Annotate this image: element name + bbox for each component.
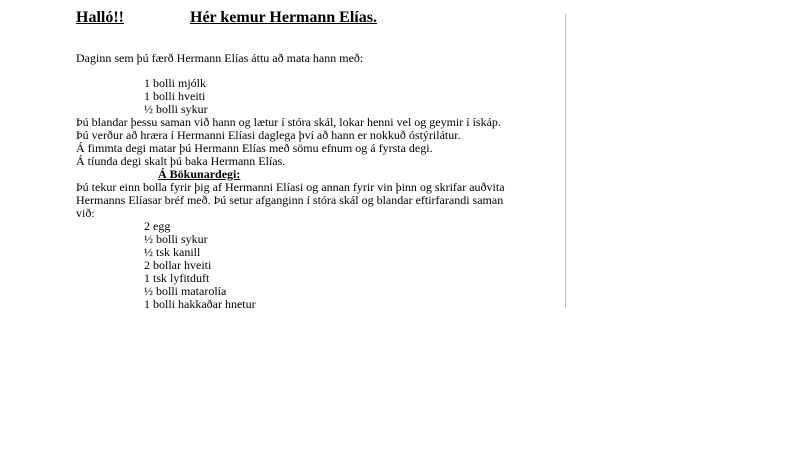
instruction-line: Á fimmta degi matar þú Hermann Elías með sömu efnum og á fyrsta degi. (76, 141, 433, 155)
feed-list-item: 1 bolli mjólk (144, 76, 207, 90)
baking-list-item: 1 tsk lyfitduft (144, 271, 210, 285)
baking-list-item: 2 egg (144, 219, 171, 233)
baking-text-line: við: (76, 206, 95, 220)
feed-list-item: ½ bolli sykur (144, 102, 208, 116)
baking-list-item: ½ bolli matarolía (144, 284, 227, 298)
baking-text-line: Þú tekur einn bolla fyrir þig af Hermanni Elíasi og annan fyrir vin þinn og skrifar auðvita (76, 180, 505, 194)
instruction-line: Þú verður að hræra í Hermanni Elíasi daglega því að hann er nokkuð óstýrilátur. (76, 128, 461, 142)
instruction-line: Á tíunda degi skalt þú baka Hermann Elías. (76, 154, 286, 168)
feed-list-item: 1 bolli hveiti (144, 89, 206, 103)
baking-list-item: ½ tsk kanill (144, 245, 201, 259)
page-margin-line (565, 14, 566, 308)
baking-list-item: 2 bollar hveiti (144, 258, 212, 272)
title-greeting: Halló!! (76, 9, 124, 26)
baking-list-item: 1 bolli hakkaðar hnetur (144, 297, 256, 311)
baking-list-item: ½ bolli sykur (144, 232, 208, 246)
intro-text: Daginn sem þú færð Hermann Elías áttu að mata hann með: (76, 51, 364, 65)
instruction-line: Þú blandar þessu saman við hann og lætur í stóra skál, lokar henni vel og geymir í ískáp. (76, 115, 501, 129)
document-title (76, 9, 377, 27)
baking-text-line: Hermanns Elíasar bréf með. Þú setur afganginn í stóra skál og blandar eftirfarandi saman (76, 193, 504, 207)
title-text: Hér kemur Hermann Elías. (190, 9, 377, 26)
baking-heading: Á Bökunardegi: (158, 167, 241, 181)
